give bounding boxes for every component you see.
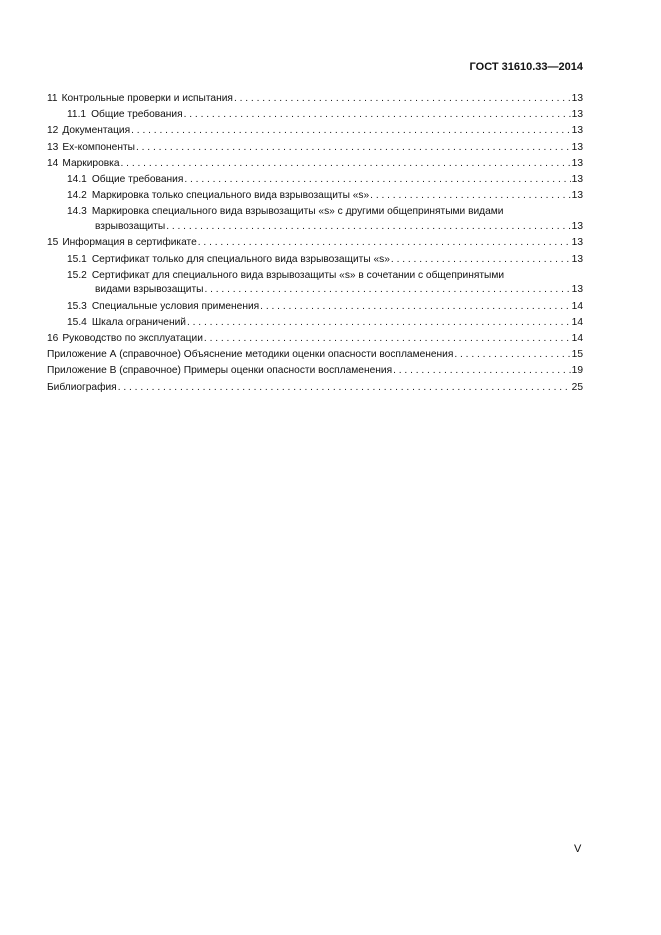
toc-leader-dots (187, 316, 571, 330)
toc-page: 13 (571, 93, 583, 104)
toc-title: Сертификат только для специального вида взрывозащиты «s» (91, 253, 390, 265)
toc-title: Маркировка специального вида взрывозащиты «s» с другими общепринятыми видами (91, 206, 504, 218)
toc-entry-14[interactable] (47, 157, 583, 173)
toc-title: Ех-компоненты (62, 141, 135, 153)
toc-title: Специальные условия применения (91, 300, 260, 312)
toc-entry-appendix-a[interactable] (47, 348, 583, 364)
toc-leader-dots (204, 283, 570, 297)
toc-leader-dots (393, 364, 571, 378)
toc-entry-15-4[interactable] (47, 316, 583, 332)
toc-number: 14.2 (67, 190, 87, 202)
toc-leader-dots (370, 189, 571, 203)
page-number: V (574, 843, 582, 855)
toc-title: Библиография (47, 381, 117, 393)
toc-entry-14-1[interactable] (47, 173, 583, 189)
toc-leader-dots (204, 332, 571, 346)
toc-leader-dots (136, 141, 571, 155)
toc-page: 13 (571, 220, 583, 232)
toc-number: 13 (47, 141, 59, 153)
toc-number: 14.1 (67, 173, 87, 185)
toc-entry-13[interactable] (47, 141, 583, 157)
toc-page: 14 (571, 316, 583, 328)
toc-entry-12[interactable] (47, 124, 583, 140)
toc-entry-15-2[interactable] (47, 269, 583, 300)
toc-number: 15.4 (67, 316, 87, 328)
toc-page: 14 (571, 333, 583, 345)
toc-number: 15 (47, 237, 59, 249)
toc-title: Общие требования (91, 109, 183, 121)
toc-number: 15.3 (67, 300, 87, 312)
toc-title: Шкала ограничений (91, 316, 186, 328)
toc-page: 19 (571, 365, 583, 377)
toc-page: 14 (571, 300, 583, 312)
toc-entry-bibliography[interactable] (47, 381, 583, 397)
toc-page: 13 (571, 173, 583, 185)
toc-title: Документация (62, 125, 131, 137)
toc-page: 13 (571, 253, 583, 265)
toc-entry-14-3[interactable] (47, 205, 583, 236)
toc-leader-dots (198, 236, 571, 250)
toc-leader-dots (234, 92, 571, 106)
toc-number: 15.1 (67, 253, 87, 265)
toc-number: 16 (47, 333, 59, 345)
toc-leader-dots (391, 253, 571, 267)
toc-leader-dots (184, 108, 571, 122)
toc-title: Маркировка только специального вида взрывозащиты «s» (91, 190, 370, 202)
toc-page: 13 (571, 284, 583, 296)
toc-title: Маркировка (62, 157, 120, 169)
toc-leader-dots (260, 300, 570, 314)
toc-title-continuation: взрывозащиты (95, 220, 166, 232)
toc-leader-dots (118, 381, 571, 395)
toc-entry-15-3[interactable] (47, 300, 583, 316)
toc-title: Руководство по эксплуатации (62, 333, 203, 345)
toc-entry-15-1[interactable] (47, 253, 583, 269)
toc-leader-dots (454, 348, 570, 362)
toc-title-continuation: видами взрывозащиты (95, 284, 204, 296)
toc-page: 13 (571, 141, 583, 153)
toc-number: 14 (47, 157, 59, 169)
toc-number: 14.3 (67, 206, 87, 218)
toc-title: Контрольные проверки и испытания (61, 93, 233, 104)
toc-number: 11.1 (67, 109, 87, 121)
toc-leader-dots (166, 220, 570, 234)
toc-page: 15 (571, 349, 583, 361)
toc-entry-16[interactable] (47, 332, 583, 348)
toc-title: Приложение В (справочное) Примеры оценки опасности воспламенения (47, 365, 393, 377)
toc-entry-11-1[interactable] (47, 108, 583, 124)
toc-entry-appendix-b[interactable] (47, 364, 583, 380)
toc-page: 13 (571, 190, 583, 202)
toc-entry-15[interactable] (47, 236, 583, 252)
toc-entry-14-2[interactable] (47, 189, 583, 205)
toc-page: 13 (571, 237, 583, 249)
document-header: ГОСТ 31610.33—2014 (469, 61, 583, 73)
toc-title: Приложение А (справочное) Объяснение методики оценки опасности воспламенения (47, 349, 454, 361)
toc-title: Информация в сертификате (62, 237, 197, 249)
toc-number: 15.2 (67, 269, 87, 281)
toc-page: 13 (571, 109, 583, 121)
toc-page: 13 (571, 125, 583, 137)
toc-entry-11[interactable] (47, 92, 583, 108)
toc-title: Сертификат для специального вида взрывозащиты «s» в сочетании с общепринятыми (91, 269, 505, 281)
toc-leader-dots (131, 124, 571, 138)
toc-number: 12 (47, 125, 59, 137)
toc-page: 25 (571, 381, 583, 393)
toc-title: Общие требования (91, 173, 184, 185)
toc-leader-dots (121, 157, 571, 171)
toc-leader-dots (184, 173, 570, 187)
toc-number: 11 (47, 93, 58, 104)
table-of-contents (47, 92, 583, 397)
toc-page: 13 (571, 157, 583, 169)
